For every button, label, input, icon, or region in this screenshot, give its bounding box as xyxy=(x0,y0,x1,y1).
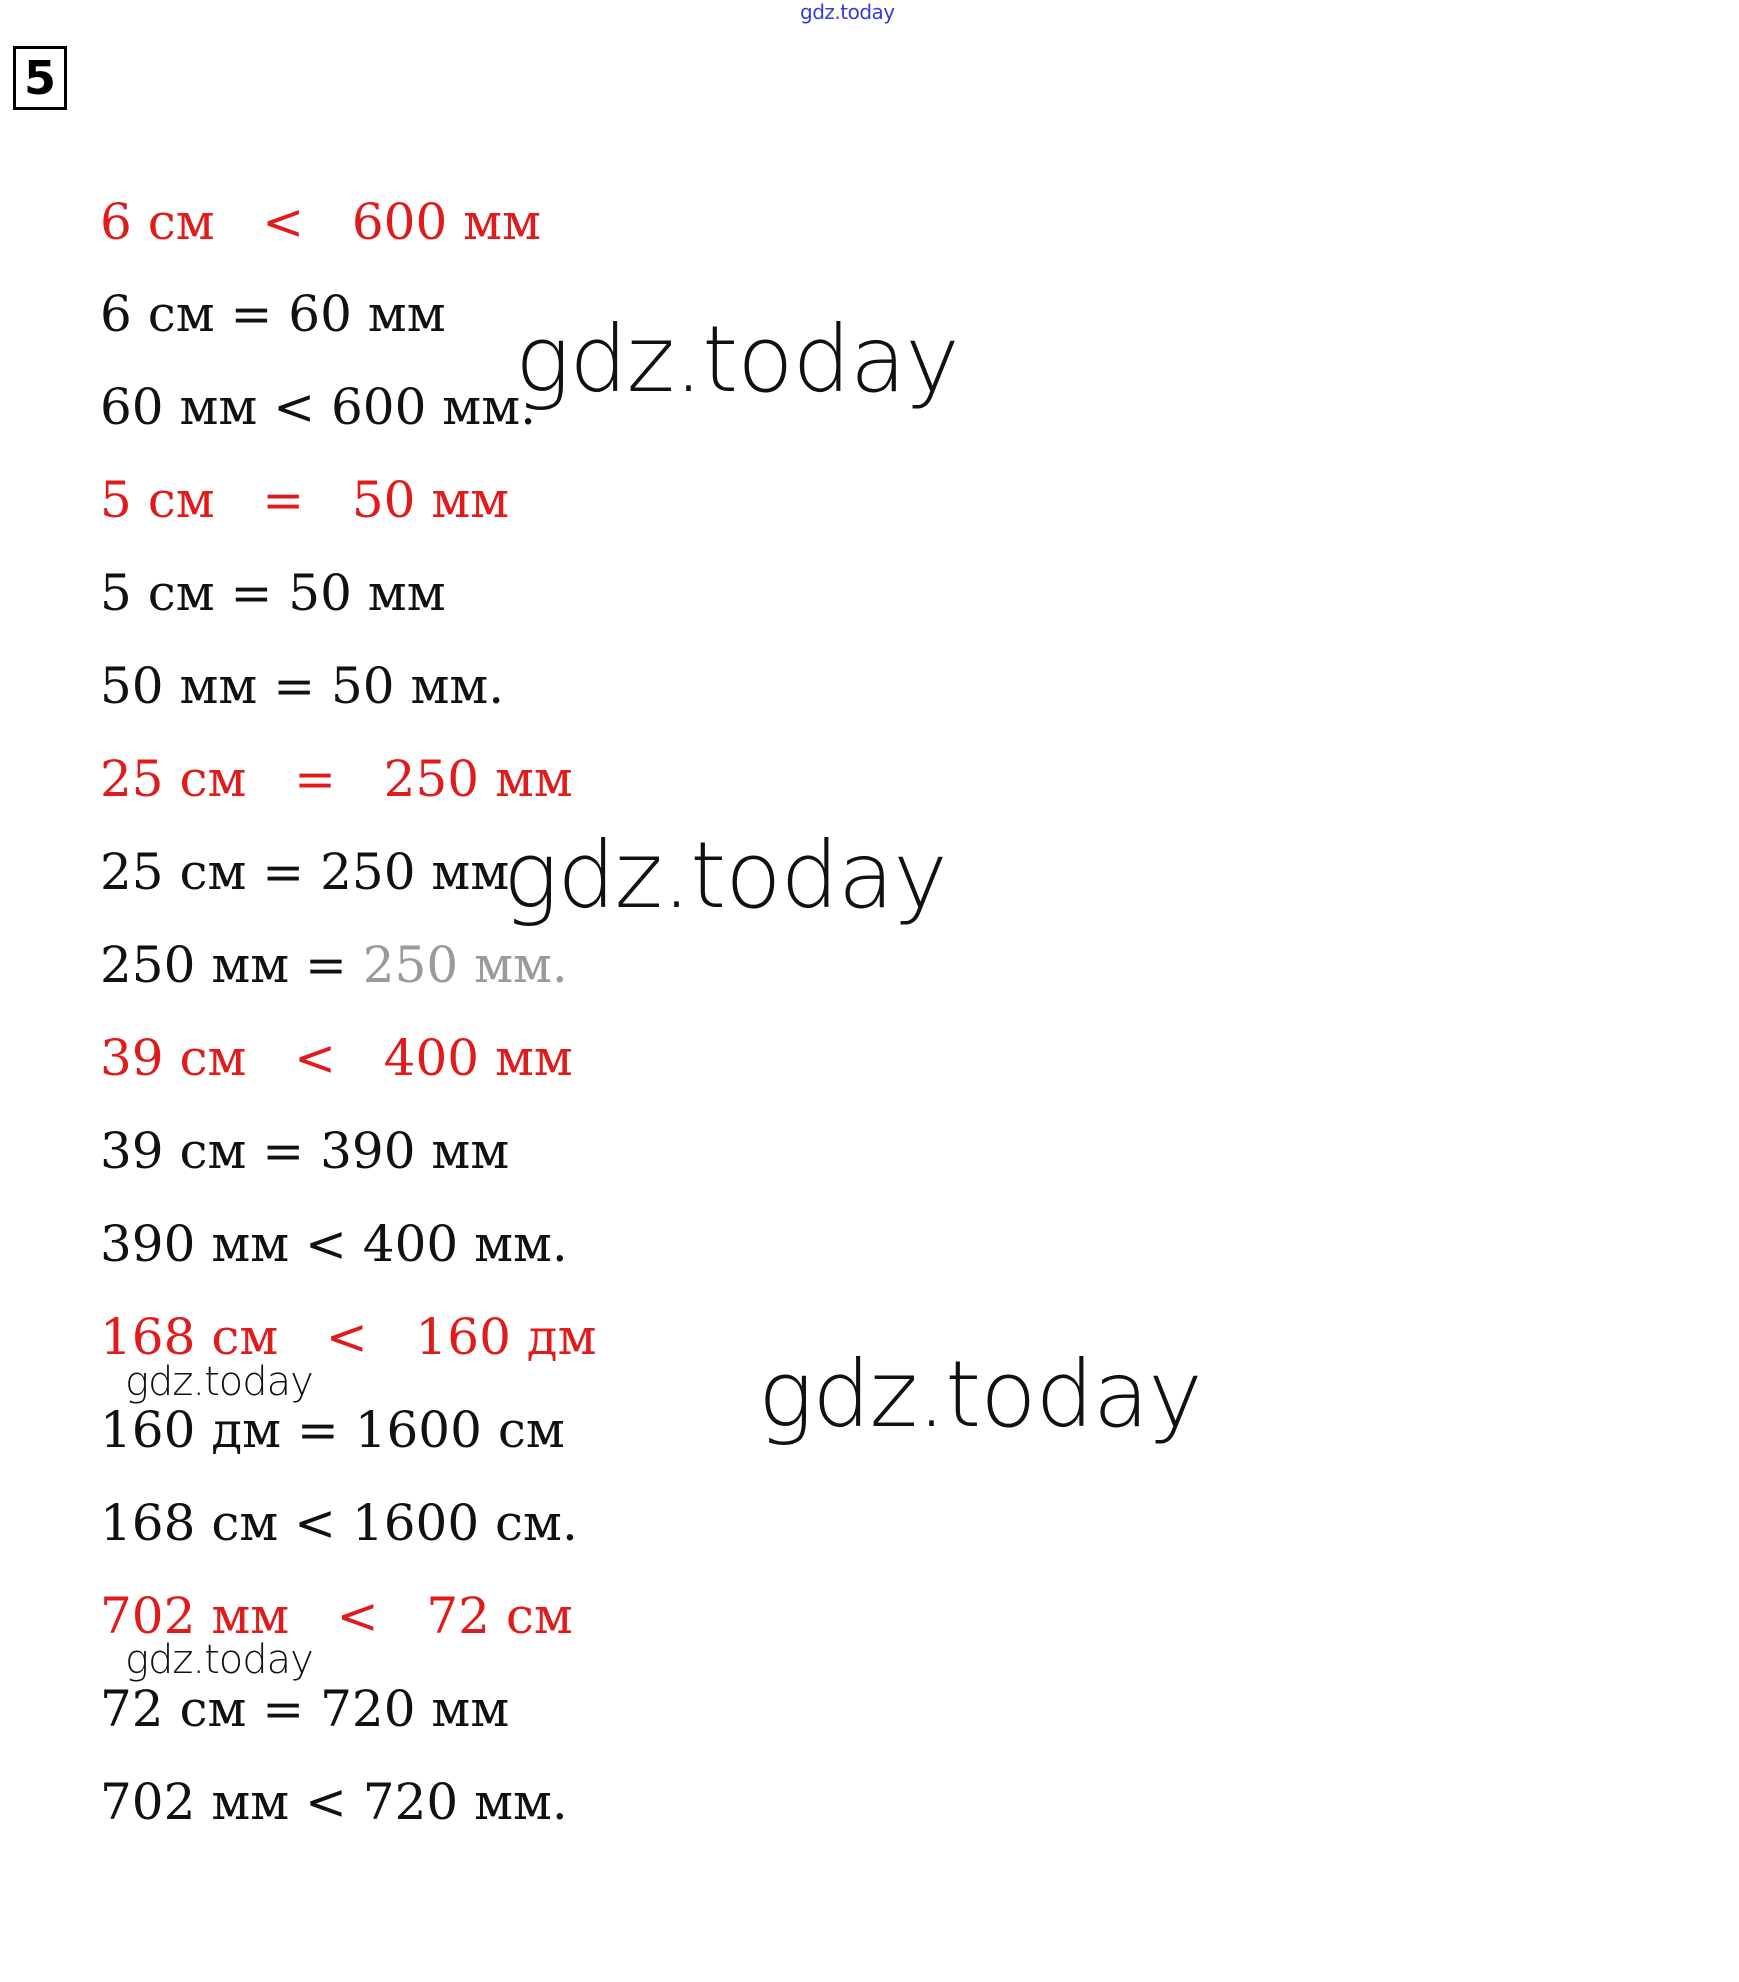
line-start: 250 мм = xyxy=(100,936,363,994)
task-number-box: 5 xyxy=(13,46,67,110)
solution-line: 168 см < 1600 см. xyxy=(100,1494,578,1552)
line-faded-end: 250 мм. xyxy=(362,936,568,994)
solution-line: 25 см = 250 мм xyxy=(100,843,510,901)
comparison-line: 5 см = 50 мм xyxy=(100,471,510,529)
watermark: gdz.today xyxy=(758,1341,1202,1448)
site-mark: gdz.today xyxy=(800,0,895,24)
comparison-line: 6 см < 600 мм xyxy=(100,193,541,251)
solution-line: 39 см = 390 мм xyxy=(100,1122,510,1180)
solution-line: 60 мм < 600 мм. xyxy=(100,378,536,436)
solution-line: 5 см = 50 мм xyxy=(100,564,446,622)
watermark: gdz.today xyxy=(125,1359,313,1405)
comparison-line: 39 см < 400 мм xyxy=(100,1029,573,1087)
comparison-line: 702 мм < 72 см xyxy=(100,1587,573,1645)
solution-line: 72 см = 720 мм xyxy=(100,1680,510,1738)
solution-line: 160 дм = 1600 см xyxy=(100,1401,565,1459)
solution-line xyxy=(100,935,568,995)
comparison-line: 168 см < 160 дм xyxy=(100,1308,597,1366)
solution-line: 50 мм = 50 мм. xyxy=(100,657,505,715)
watermark: gdz.today xyxy=(503,822,947,929)
solution-line: 390 мм < 400 мм. xyxy=(100,1215,568,1273)
comparison-line: 25 см = 250 мм xyxy=(100,750,573,808)
solution-line: 6 см = 60 мм xyxy=(100,285,446,343)
watermark: gdz.today xyxy=(515,306,959,413)
watermark: gdz.today xyxy=(125,1637,313,1683)
solution-line: 702 мм < 720 мм. xyxy=(100,1773,568,1831)
